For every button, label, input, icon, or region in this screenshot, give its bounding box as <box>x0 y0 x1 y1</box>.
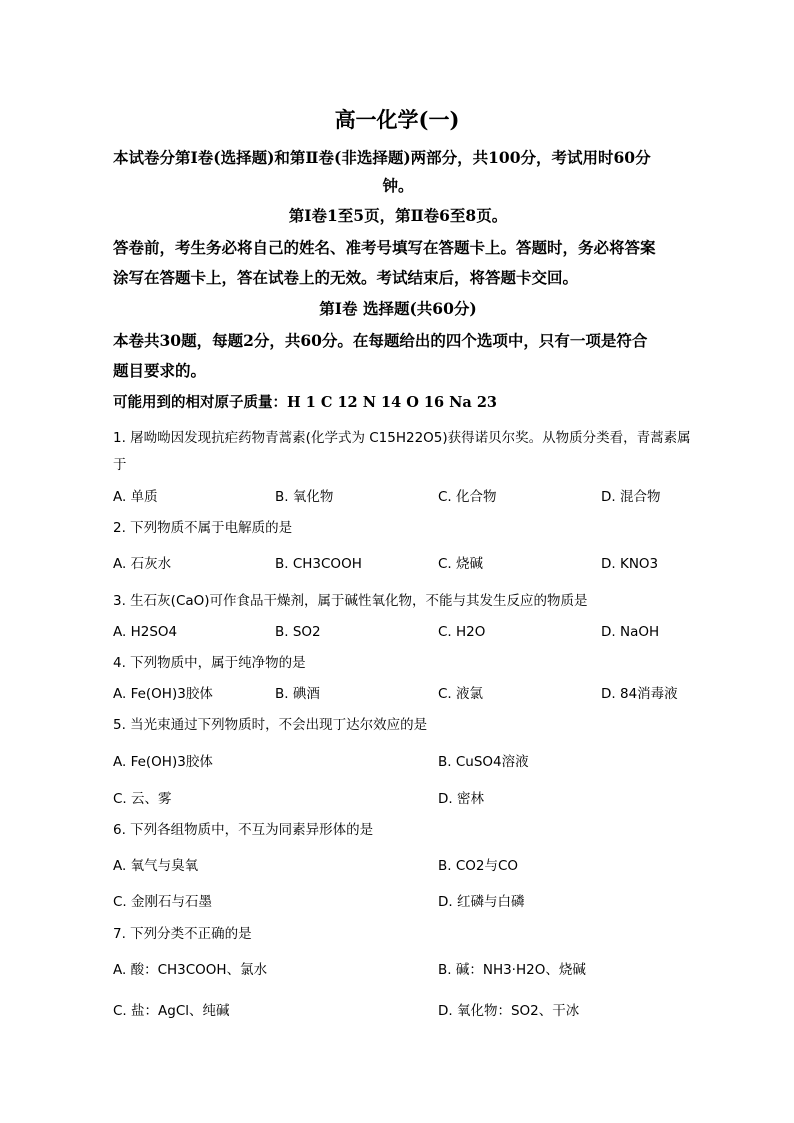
options-row <box>113 998 693 1024</box>
options-row <box>113 786 693 812</box>
option-c[interactable]: C. 液氯 <box>438 686 484 702</box>
option-d[interactable]: D. KNO3 <box>601 556 659 572</box>
options-row <box>113 619 693 645</box>
option-b[interactable]: B. 氧化物 <box>275 489 334 505</box>
option-a[interactable]: A. 单质 <box>113 489 158 505</box>
option-a[interactable]: A. H2SO4 <box>113 624 178 640</box>
option-c[interactable]: C. 烧碱 <box>438 556 484 572</box>
options-row <box>113 889 693 915</box>
intro-line-4: 答卷前，考生务必将自己的姓名、准考号填写在答题卡上。答题时，务必将答案 <box>113 238 656 257</box>
option-a[interactable]: A. 酸：CH3COOH、氯水 <box>113 962 268 978</box>
option-d[interactable]: D. 混合物 <box>601 489 661 505</box>
option-d[interactable]: D. 密林 <box>438 791 484 807</box>
option-a[interactable]: A. Fe(OH)3胶体 <box>113 686 213 702</box>
option-a[interactable]: A. 氧气与臭氧 <box>113 858 199 874</box>
option-d[interactable]: D. 84消毒液 <box>601 686 678 702</box>
instructions-line-1: 本卷共30题，每题2分，共60分。在每题给出的四个选项中，只有一项是符合 <box>113 331 648 350</box>
option-c[interactable]: C. 盐：AgCl、纯碱 <box>113 1003 230 1019</box>
intro-line-5: 涂写在答题卡上，答在试卷上的无效。考试结束后，将答题卡交回。 <box>113 268 579 287</box>
option-b[interactable]: B. 碱：NH3·H2O、烧碱 <box>438 962 586 978</box>
question-stem-continued: 于 <box>113 457 127 473</box>
option-a[interactable]: A. Fe(OH)3胶体 <box>113 754 213 770</box>
option-c[interactable]: C. 云、雾 <box>113 791 172 807</box>
option-b[interactable]: B. SO2 <box>275 624 321 640</box>
intro-line-1: 本试卷分第Ⅰ卷(选择题)和第Ⅱ卷(非选择题)两部分，共100分，考试用时60分 <box>113 148 651 167</box>
section-heading: 第Ⅰ卷 选择题(共60分) <box>319 299 477 318</box>
option-b[interactable]: B. CH3COOH <box>275 556 362 572</box>
question-stem: 7. 下列分类不正确的是 <box>113 926 252 942</box>
option-c[interactable]: C. 化合物 <box>438 489 497 505</box>
question-stem: 4. 下列物质中，属于纯净物的是 <box>113 655 306 671</box>
question-stem: 3. 生石灰(CaO)可作食品干燥剂，属于碱性氧化物，不能与其发生反应的物质是 <box>113 593 588 609</box>
option-d[interactable]: D. 红磷与白磷 <box>438 894 525 910</box>
option-a[interactable]: A. 石灰水 <box>113 556 172 572</box>
option-b[interactable]: B. 碘酒 <box>275 686 320 702</box>
option-d[interactable]: D. NaOH <box>601 624 660 640</box>
atomic-masses: 可能用到的相对原子质量：H 1 C 12 N 14 O 16 Na 23 <box>113 394 498 411</box>
option-c[interactable]: C. 金刚石与石墨 <box>113 894 213 910</box>
question-stem: 1. 屠呦呦因发现抗疟药物青蒿素(化学式为 C15H22O5)获得诺贝尔奖。从物质分类看，青蒿素属 <box>113 430 691 446</box>
option-c[interactable]: C. H2O <box>438 624 486 640</box>
question-stem: 5. 当光束通过下列物质时，不会出现丁达尔效应的是 <box>113 717 428 733</box>
instructions-line-2: 题目要求的。 <box>113 361 207 380</box>
options-row <box>113 957 693 983</box>
intro-line-2: 钟。 <box>382 176 414 195</box>
option-d[interactable]: D. 氧化物：SO2、干冰 <box>438 1003 580 1019</box>
options-row <box>113 681 693 707</box>
options-row <box>113 484 693 510</box>
page-title: 高一化学(一) <box>334 107 460 132</box>
options-row <box>113 551 693 577</box>
options-row <box>113 749 693 775</box>
question-stem: 6. 下列各组物质中，不互为同素异形体的是 <box>113 822 374 838</box>
option-b[interactable]: B. CO2与CO <box>438 858 519 874</box>
options-row <box>113 853 693 879</box>
question-stem: 2. 下列物质不属于电解质的是 <box>113 520 293 536</box>
intro-line-3: 第Ⅰ卷1至5页，第Ⅱ卷6至8页。 <box>288 206 508 225</box>
option-b[interactable]: B. CuSO4溶液 <box>438 754 529 770</box>
